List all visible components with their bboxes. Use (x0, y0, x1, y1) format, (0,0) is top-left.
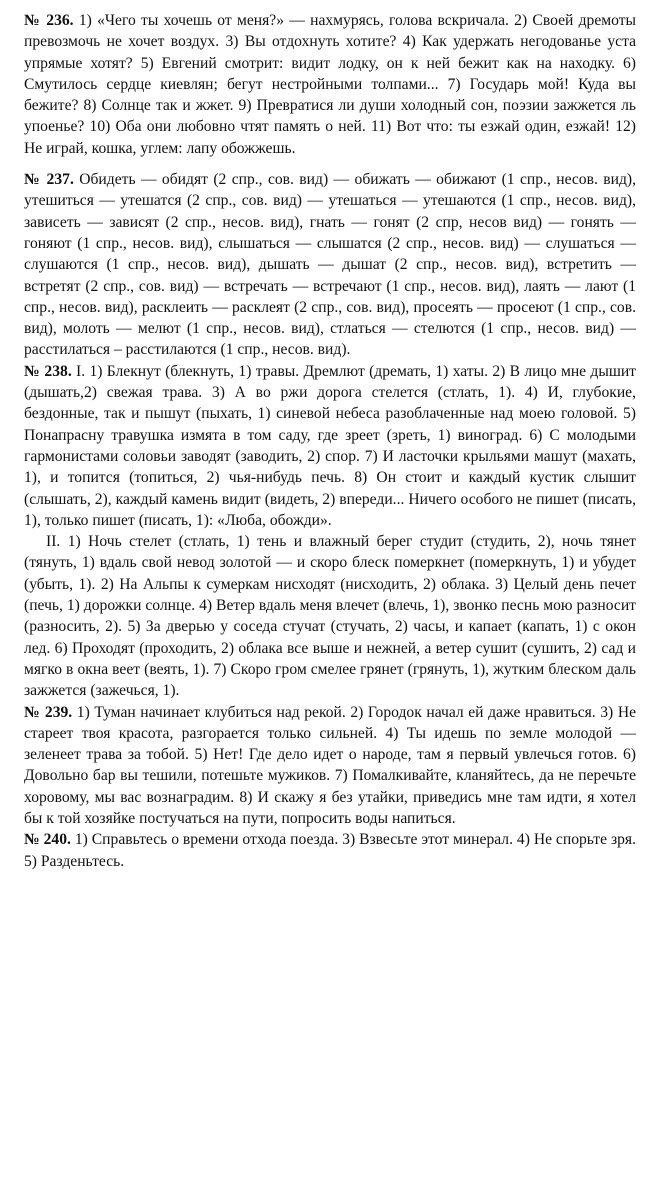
exercise-236 (24, 10, 636, 159)
exercise-text: 1) Справьтесь о времени отхода поезда. 3) Взвесьте этот минерал. 4) Не спорьте зря. 5) Разденьтесь. (24, 831, 636, 870)
exercise-number: № 239. (24, 703, 73, 721)
exercise-page (24, 10, 636, 872)
exercise-239 (24, 702, 636, 830)
exercise-number: № 236. (24, 12, 74, 29)
exercise-238 (24, 361, 636, 531)
exercise-number: № 240. (24, 831, 71, 849)
exercise-text: II. 1) Ночь стелет (стлать, 1) тень и влажный берег студит (студить, 2), ночь тянет (тянуть, 1) вдаль свой невод золотой — и скоро блеск померкнет (померкнуть, 1) и убудет (убыть, 1). 2) На Альпы к сумеркам нисходят (нисходить, 2) облака. 3) Целый день печет (печь, 1) дорожки солнце. 4) Ветер вдаль меня влечет (влечь, 1), звонко песнь мою разносит (разносить, 2). 5) За дверью у соседа стучат (стучать, 2) часы, и капает (капать, 1) с окон лед. 6) Проходят (проходить, 2) облака все выше и нежней, а ветер сушит (сушить, 2) сад и мягко в окна веет (веять, 1). 7) Скоро гром смелее грянет (грянуть, 1), жутким блеском даль зажжется (зажечься, 1). (24, 533, 636, 700)
exercise-text: 1) Туман начинает клубиться над рекой. 2) Городок начал ей даже нравиться. 3) Не стареет твоя красота, разгорается только сильней. 4) Ты идешь по земле молодой — зеленеет трава за тобой. 5) Нет! Где дело идет о народе, там я первый увлечься готов. 6) Довольно бар вы тешили, потешьте мужиков. 7) Помалкивайте, кланяйтесь, да не перечьте хоровому, мы вас вознаградим. 8) И скажу я без утайки, приведись мне там идти, я хотел бы к той хозяйке постучаться на пути, попросить воды напиться. (24, 703, 637, 827)
exercise-240 (24, 829, 636, 872)
exercise-237 (24, 169, 636, 361)
exercise-number: № 238. (24, 362, 72, 380)
exercise-238-part-2 (24, 531, 636, 701)
exercise-text: Обидеть — обидят (2 спр., сов. вид) — обижать — обижают (1 спр., несов. вид), утешиться — утешатся (2 спр., сов. вид) — утешаться — утешаются (1 спр., несов. вид), зависеть — зависят (2 спр., несов. вид), гнать — гонят (2 спр, несов вид) — гонять — гоняют (1 спр., несов. вид), слышаться — слышатся (2 спр., несов. вид) — слушаться — слушаются (1 спр., несов. вид), дышать — дышат (2 спр., несов. вид), встретить — встретят (2 спр., сов. вид) — встречать — встречают (1 спр., несов. вид), лаять — лают (1 спр., несов. вид), расклеить — расклеят (2 спр., сов. вид), просеять — просеют (1 спр., сов. вид), молоть — мелют (1 спр., несов. вид), стлаться — стелются (1 спр., несов. вид) — расстилаться – расстилаются (1 спр., несов. вид). (24, 171, 636, 359)
exercise-number: № 237. (24, 171, 74, 189)
exercise-text: 1) «Чего ты хочешь от меня?» — нахмурясь, голова вскричала. 2) Своей дремоты превозмочь не хочет воздух. 3) Вы отдохнуть хотите? 4) Как удержать негодованье уста упрямые хотят? 5) Евгений смотрит: видит лодку, он к ней бежит как на находку. 6) Смутилось сердце киевлян; бегут нестройными толпами... 7) Государь мой! Куда вы бежите? 8) Солнце так и жжет. 9) Превратися ли души холодный сон, поэзии зажжется ль упоенье? 10) Оба они любовно чтят память о ней. 11) Вот что: ты езжай один, езжай! 12) Не играй, кошка, углем: лапу обожжешь. (24, 12, 637, 157)
exercise-text: I. 1) Блекнут (блекнуть, 1) травы. Дремлют (дремать, 1) хаты. 2) В лицо мне дышит (дышать,2) свежая трава. 3) А во ржи дорога стелется (стлать, 1). 4) И, глубокие, бездонные, так и пышут (пыхать, 1) синевой небеса разоблаченные над моею головой. 5) Понапрасну травушка измята в том саду, где зреет (зреть, 1) виноград. 6) С молодыми гармонистами соловьи заводят (заводить, 2) спор. 7) И ласточки крыльями машут (махать, 1), и топится (топиться, 2) чья-нибудь печь. 8) Он стоит и каждый кустик слышит (слышать, 2), каждый камень видит (видеть, 2) впереди... Ничего особого не пишет (писать, 1), только пишет (писать, 1): «Люба, обожди». (24, 362, 636, 529)
